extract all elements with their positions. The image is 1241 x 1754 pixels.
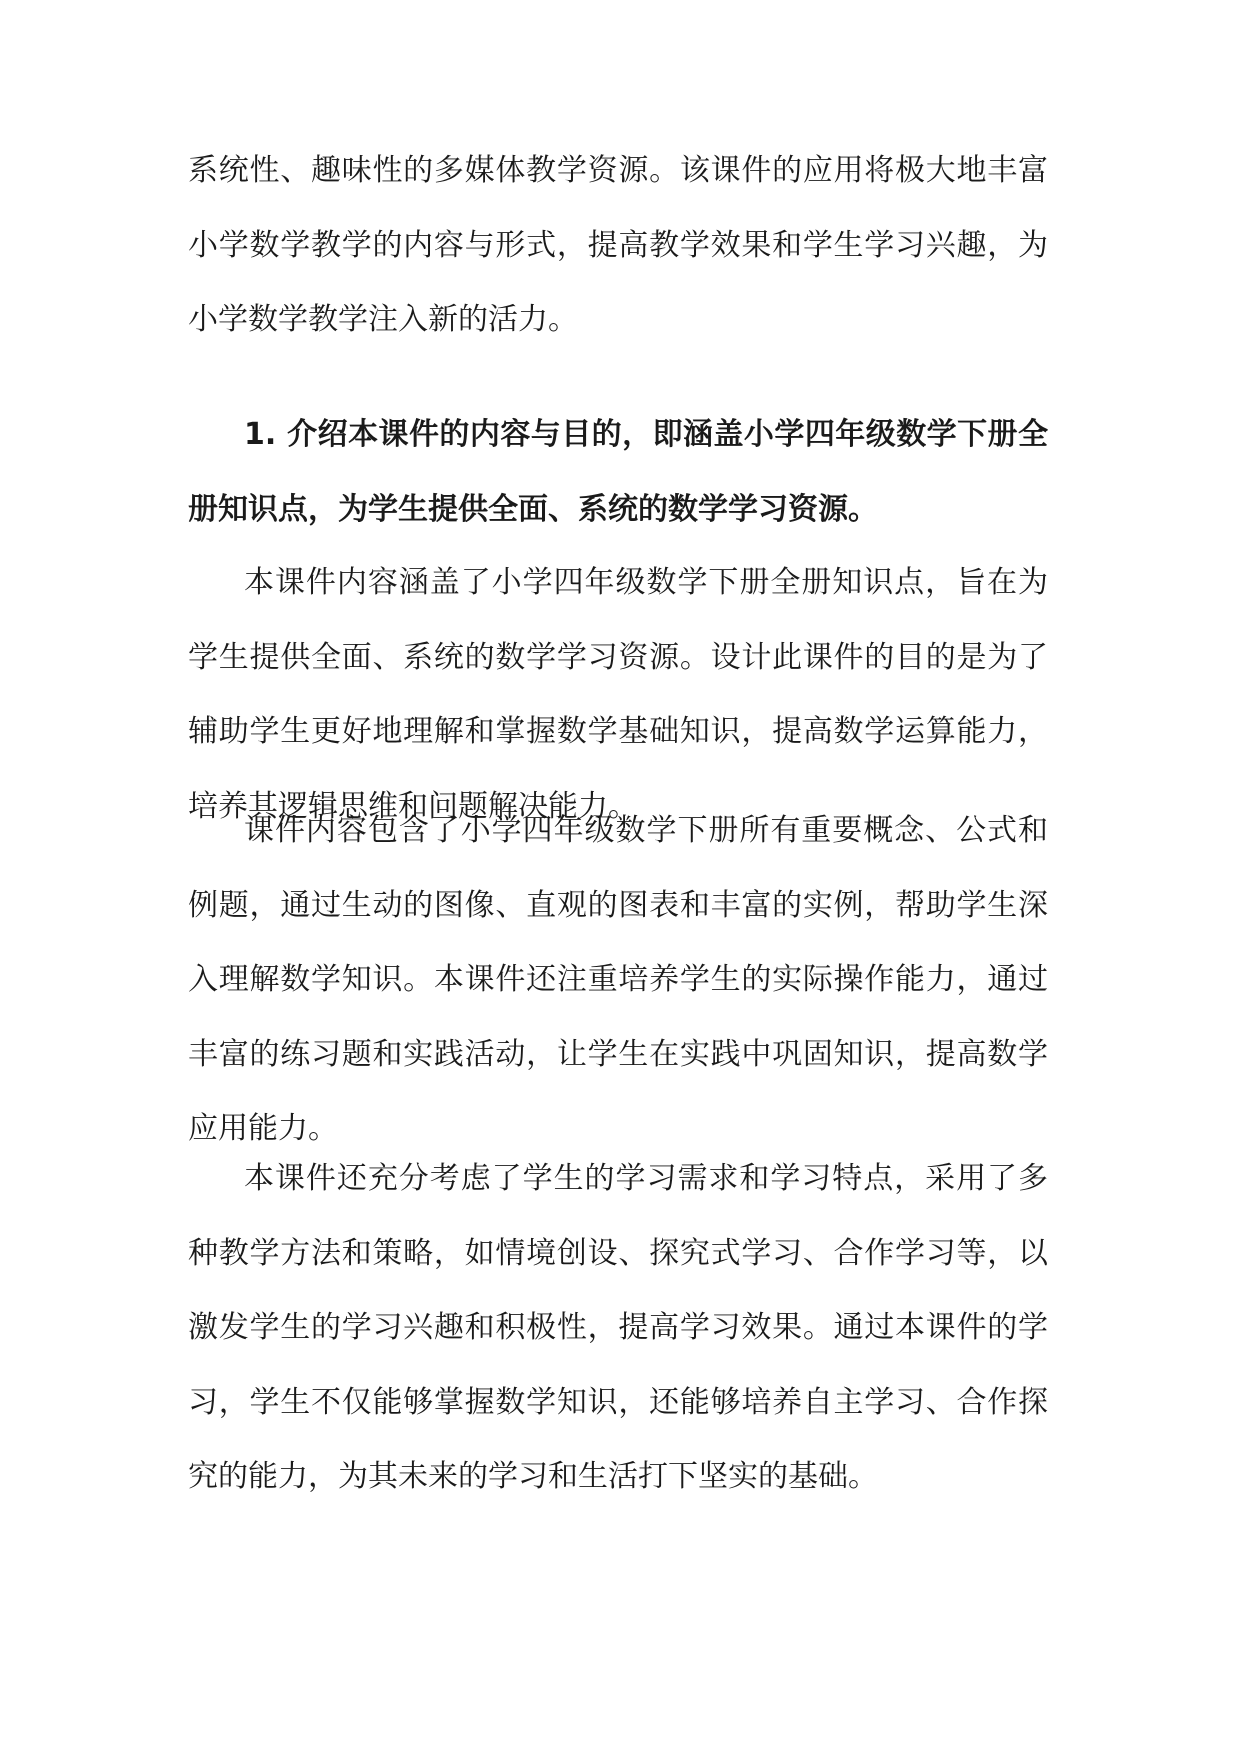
body-paragraph-3: 本课件还充分考虑了学生的学习需求和学习特点，采用了多种教学方法和策略，如情境创设、探究式学习、合作学习等，以激发学生的学习兴趣和积极性，提高学习效果。通过本课件的学习，学生不仅能够掌握数学知识，还能够培养自主学习、合作探究的能力，为其未来的学习和生活打下坚实的基础。 <box>188 1161 1048 1495</box>
body-paragraph-1: 本课件内容涵盖了小学四年级数学下册全册知识点，旨在为学生提供全面、系统的数学学习资源。设计此课件的目的是为了辅助学生更好地理解和掌握数学基础知识，提高数学运算能力，培养其逻辑思维和问题解决能力。 <box>188 565 1048 824</box>
intro-paragraph: 系统性、趣味性的多媒体教学资源。该课件的应用将极大地丰富小学数学教学的内容与形式，提高教学效果和学生学习兴趣，为小学数学教学注入新的活力。 <box>188 153 1048 338</box>
body-paragraph-2: 课件内容包含了小学四年级数学下册所有重要概念、公式和例题，通过生动的图像、直观的图表和丰富的实例，帮助学生深入理解数学知识。本课件还注重培养学生的实际操作能力，通过丰富的练习题和实践活动，让学生在实践中巩固知识，提高数学应用能力。 <box>188 813 1048 1147</box>
section-heading: 1. 介绍本课件的内容与目的，即涵盖小学四年级数学下册全册知识点，为学生提供全面、系统的数学学习资源。 <box>188 417 1048 527</box>
